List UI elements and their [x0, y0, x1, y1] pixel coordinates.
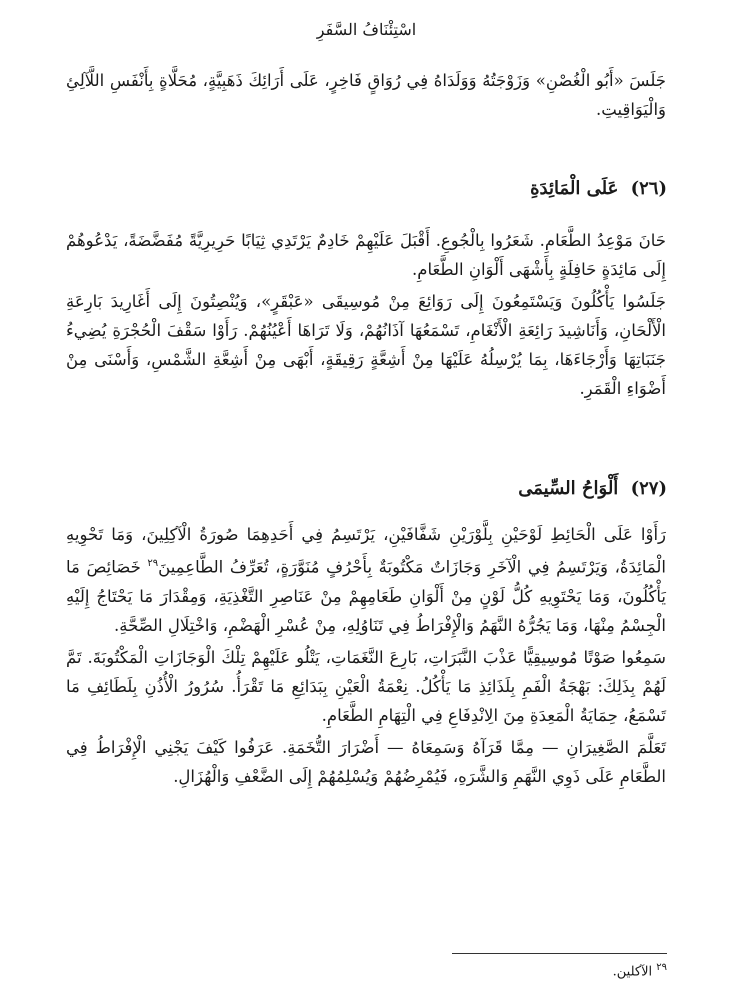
footnote-reference[interactable]: ٢٩ — [147, 558, 159, 569]
running-head: اسْتِئْنَافُ السَّفَرِ — [316, 20, 417, 39]
paragraph: جَلَسُوا يَأْكُلُونَ وَيَسْتَمِعُونَ إِلَى رَوَائِعَ مِنْ مُوسِيقَى «عَبْقَرٍ»، وَيُنْصِتُونَ إِلَى أَغَارِيدَ بَارِعَةِ الْأَلْحَانِ، وَأَنَاشِيدَ رَائِعَةِ الْأَنْغَامِ، تَسْمَعُهَا آذَانُهُمْ، وَلَا تَرَاهَا أَعْيُنُهُمْ. رَأَوْا سَقْفَ الْحُجْرَةِ يُضِيءُ جَنَبَاتِهَا وَأَرْجَاءَهَا، بِمَا يُرْسِلُهُ عَلَيْهَا مِنْ أَشِعَّةٍ رَقِيقَةٍ، أَبْهَى مِنْ أَشِعَّةِ الشَّمْسِ، وَأَسْنَى مِنْ أَضْوَاءِ الْقَمَرِ. — [66, 292, 666, 398]
paragraph-text: رَأَوْا عَلَى الْحَائِطِ لَوْحَيْنِ بِلَّوْرَيْنِ شَفَّافَيْنِ، يَرْتَسِمُ فِي أَحَدِهِمَا صُورَةُ الْآكِلِينَ، وَمَا تَحْوِيهِ الْمَائِدَةُ، وَيَرْتَسِمُ فِي الْآخَرِ وَجَازَاتٌ مَكْتُوبَةٌ بِأَحْرُفٍ مُنَوَّرَةٍ، تُعَرِّفُ الطَّاعِمِينَ — [66, 525, 667, 577]
paragraph: سَمِعُوا صَوْتًا مُوسِيقِيًّا عَذْبَ النَّبَرَاتِ، بَارِعَ النَّغَمَاتِ، يَتْلُو عَلَيْهِمْ تِلْكَ الْوَجَازَاتِ الْمَكْتُوبَةَ. تَمَّ لَهُمْ بِذَلِكَ: بَهْجَةُ الْفَمِ بِلَذَائِذِ مَا يَأْكُلُ. نِعْمَةُ الْعَيْنِ بِبَدَائِعِ مَا تَقْرَأُ. سُرُورُ الْأُذُنِ بِلَطَائِفِ مَا تَسْمَعُ، حِمَايَةُ الْمَعِدَةِ مِنَ الِانْدِفَاعِ فِي الْتِهَامِ الطَّعَامِ. — [66, 647, 666, 725]
paragraph: تَعَلَّمَ الصَّغِيرَانِ — مِمَّا قَرَآهُ وَسَمِعَاهُ — أَضْرَارَ التُّخَمَةِ. عَرَفُوا كَيْفَ يَجْنِي الْإِفْرَاطُ فِي الطَّعَامِ عَلَى ذَوِي النَّهَمِ وَالشَّرَهِ، فَيُمْرِضُهُمْ وَيُسْلِمُهُمْ إِلَى الضَّعْفِ وَالْهُزَالِ. — [66, 737, 666, 786]
section-title: عَلَى الْمَائِدَةِ — [530, 178, 619, 199]
footnote — [613, 962, 667, 979]
section-title: أَلْوَاحُ السِّيمَى — [518, 478, 619, 499]
paragraph-text: خَصَائِصَ مَا يَأْكُلُونَ، وَمَا يَحْتَوِيهِ كُلُّ لَوْنٍ مِنْ أَلْوَانِ طَعَامِهِمْ مِنْ عَنَاصِرِ التَّغْذِيَةِ، وَمِقْدَارَ مَا يَحْتَاجُ إِلَيْهِ الْجِسْمُ مِنْهَا، وَمَا يَجُرُّهُ النَّهَمُ وَالْإِفْرَاطُ فِي تَنَاوُلِهِ، مِنْ عُسْرِ الْهَضْمِ، وَاخْتِلَالِ الصِّحَّةِ. — [66, 557, 666, 635]
footnote-divider — [452, 953, 667, 954]
footnote-number: ٢٩ — [656, 962, 667, 973]
intro-paragraph: جَلَسَ «أَبُو الْغُصْنِ» وَزَوْجَتُهُ وَوَلَدَاهُ فِي رُوَاقٍ فَاخِرٍ، عَلَى أَرَائِكَ ذَهَبِيَّةٍ، مُحَلَّاةٍ بِأَنْفَسِ اللَّآلِئِ وَالْيَوَاقِيتِ. — [66, 71, 666, 119]
section-number: (٢٧) — [630, 478, 667, 499]
section-number: (٢٦) — [630, 178, 667, 199]
intro-paragraph-block — [66, 66, 666, 124]
section-heading-27 — [67, 478, 667, 499]
section-heading-26 — [67, 178, 667, 199]
section-27-body — [66, 520, 666, 791]
footnote-text: الآكلين. — [612, 964, 653, 980]
paragraph: حَانَ مَوْعِدُ الطَّعَامِ. شَعَرُوا بِالْجُوعِ. أَقْبَلَ عَلَيْهِمْ خَادِمٌ يَرْتَدِي ثِيَابًا حَرِيرِيَّةً مُفَضَّضَةً، يَدْعُوهُمْ إِلَى مَائِدَةٍ حَافِلَةٍ بِأَشْهَى أَلْوَانِ الطَّعَامِ. — [66, 231, 666, 279]
section-26-body — [66, 226, 666, 403]
paragraph — [66, 520, 666, 640]
